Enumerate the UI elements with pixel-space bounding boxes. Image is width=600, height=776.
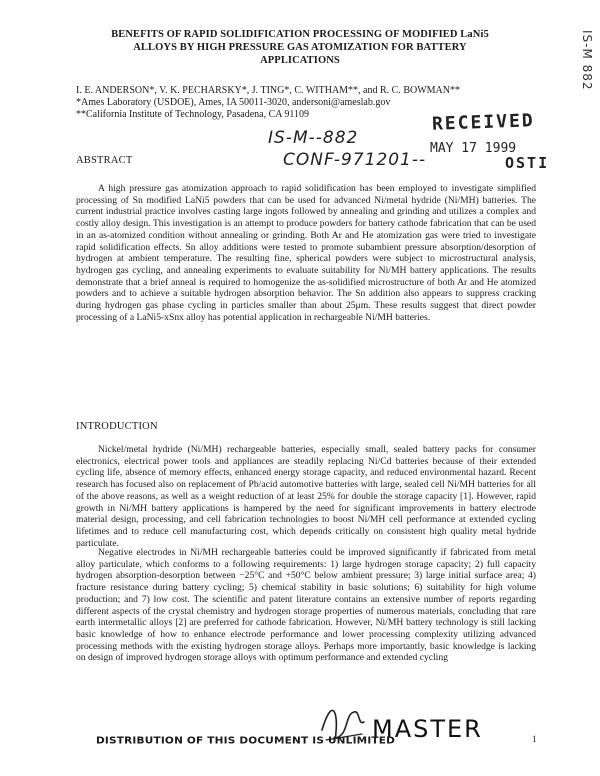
distribution-statement: DISTRIBUTION OF THIS DOCUMENT IS UNLIMITED [96,735,396,747]
abstract-heading: ABSTRACT [76,155,133,166]
received-date-stamp: MAY 17 1999 [430,141,517,156]
page-number: 1 [532,734,537,744]
affiliation-caltech: **California Institute of Technology, Pasadena, CA 91109 [76,109,310,120]
master-stamp: MASTER [372,715,483,743]
introduction-paragraph-2: Negative electrodes in Ni/MH rechargeable batteries could be improved significantly if fabricated from metal alloy particulate, which conforms to a following requirements: 1) large hydrogen storage capacity; 2) full capacity hydrogen absorption-desorption between −25°C and +50°C below ambient pressure; 3) large initial surface area; 4) fracture resistance during battery cycling; 5) chemical stability in basic solutions; 6) suitability for high volume production; and 7) low cost. The scientific and patent literature contains an extensive number of reports regarding different aspects of the crystal chemistry and hydrogen storage properties of numerous materials, concluding that rare earth intermetallic alloys [2] are preferred for cathode fabrication. However, Ni/MH battery technology is still lacking basic knowledge of how to enhance electrode performance and lower processing complexity utilizing advanced processing methods with the existing hydrogen storage alloys. Perhaps more importantly, basic knowledge is lacking on design of improved hydrogen storage alloys with optimum performance and extended cycling [76,547,536,664]
received-stamp: RECEIVED [431,110,536,135]
author-names: I. E. ANDERSON*, V. K. PECHARSKY*, J. TING*, C. WITHAM**, and R. C. BOWMAN** [76,85,461,96]
abstract-text: A high pressure gas atomization approach to rapid solidification has been employed to investigate simplified processing of Sn modified LaNi5 powders that can be used for advanced Ni/metal hydride (Ni/MH) batteries. The current industrial practice involves casting large ingots followed by annealing and grinding and utilizes a complex and costly alloy design. This investigation is an attempt to produce powders for battery cathode fabrication that can be used in an as-atomized condition without annealing or grinding. Both Ar and He atomization gas were tried to investigate rapid solidification effects. Sn alloy additions were tested to promote subambient pressure absorption/desorption of hydrogen at ambient temperature. The resulting fine, spherical powders were subject to microstructural analysis, hydrogen gas cycling, and annealing experiments to evaluate suitability for Ni/MH battery applications. The results demonstrate that a brief anneal is required to homogenize the as-solidified microstructure of both Ar and He atomized powders and to achieve a suitable hydrogen absorption behavior. The Sn addition also appears to suppress cracking during hydrogen gas phase cycling in particles smaller than about 25μm. These results suggest that direct powder processing of a LaNi5-xSnx alloy has potential application in rechargeable Ni/MH batteries. [76,183,536,323]
handwritten-report-number: IS-M--882 [268,128,359,148]
handwritten-conf-number: CONF-971201-- [283,150,427,170]
introduction-heading: INTRODUCTION [76,421,158,432]
introduction-paragraph-1: Nickel/metal hydride (Ni/MH) rechargeable batteries, especially small, sealed battery packs for consumer electronics, electrical power tools and appliances are steadily replacing Ni/Cd batteries because of their extended cycling life, absence of memory effects, enhanced energy storage capacity, and reduced environmental hazard. Recent research has focused also on replacement of Pb/acid automotive batteries with large, sealed cell Ni/MH batteries for all of the above reasons, as well as a weight reduction of at least 25% for double the storage capacity [1]. However, rapid growth in Ni/MH battery applications is hampered by the need for significant improvements in battery electrode material design, processing, and cell fabrication technologies to boost Ni/MH cell performance at extended cycling lifetimes and to reduce cell manufacturing cost, which depends critically on consistent high quality metal hydride particulate. [76,444,536,549]
paper-title: BENEFITS OF RAPID SOLIDIFICATION PROCESSING OF MODIFIED LaNi5 ALLOYS BY HIGH PRESSURE GAS ATOMIZATION FOR BATTERY APPLICATIONS [111,29,489,66]
side-report-number: IS-M 882 [580,30,594,91]
osti-stamp: OSTI [505,154,550,172]
affiliation-ames: *Ames Laboratory (USDOE), Ames, IA 50011-3020, andersoni@ameslab.gov [76,97,391,108]
